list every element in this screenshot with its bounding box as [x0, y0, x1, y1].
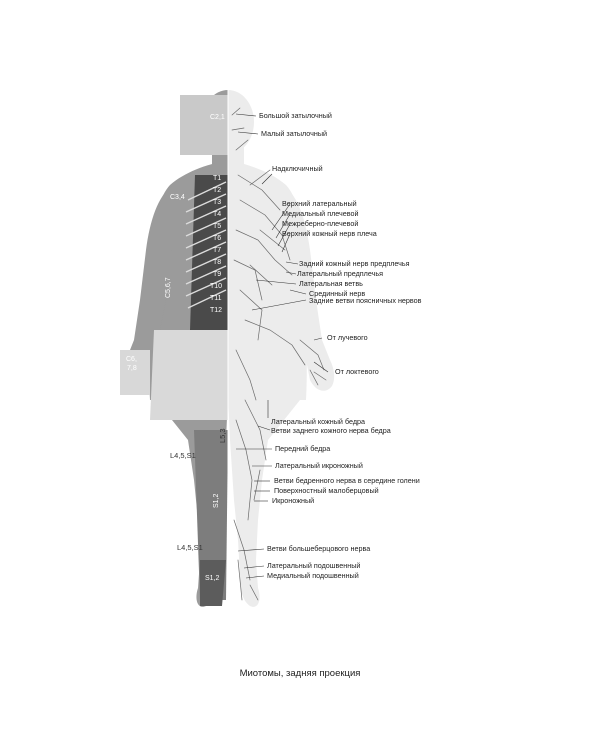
label-lateral-sural: Латеральный икроножный: [275, 461, 363, 470]
label-medial-brachial: Медиальный плечевой: [282, 209, 359, 218]
seg-c34: C3,4: [170, 194, 185, 201]
label-lateral-cutaneous-thigh: Латеральный кожный бедра: [271, 417, 366, 426]
seg-s12: S1,2: [213, 493, 220, 508]
seg-l45s1-upper: L4,5,S1: [170, 451, 196, 460]
label-from-radial: От лучевого: [327, 333, 368, 342]
seg-c678-b: 7,8: [127, 365, 137, 372]
seg-c21: C2,1: [210, 114, 225, 121]
seg-s12-foot: S1,2: [205, 575, 220, 582]
label-lateral-branch: Латеральная ветвь: [299, 279, 363, 288]
seg-t12: T12: [210, 307, 223, 314]
label-femoral-branches-mid-shin: Ветви бедренного нерва в середине голени: [274, 476, 420, 485]
seg-t6: T6: [213, 235, 222, 242]
seg-t2: T2: [213, 187, 222, 194]
label-posterior-cutaneous-thigh-branches: Ветви заднего кожного нерва бедра: [271, 426, 391, 435]
label-intercostobrachial: Межреберно-плечевой: [282, 219, 359, 228]
label-sural: Икроножный: [272, 496, 315, 505]
seg-t5: T5: [213, 223, 222, 230]
seg-t4: T4: [213, 211, 222, 218]
seg-c678-a: C6,: [126, 356, 137, 363]
seg-c567: C5,6,7: [165, 277, 172, 298]
label-supraclavicular: Надключичный: [272, 164, 323, 173]
label-tibial-branches: Ветви большеберцового нерва: [267, 544, 371, 553]
label-lesser-occipital: Малый затылочный: [261, 129, 328, 138]
seg-l53: L5,3: [218, 428, 227, 443]
seg-t7: T7: [213, 247, 222, 254]
label-anterior-thigh: Передний бедра: [275, 444, 331, 453]
label-posterior-lumbar-branches: Задние ветви поясничных нервов: [309, 296, 422, 305]
label-upper-lateral: Верхний латеральный: [282, 199, 357, 208]
label-upper-cutaneous-arm: Верхний кожный нерв плеча: [282, 229, 377, 238]
label-posterior-cutaneous-forearm: Задний кожный нерв предплечья: [299, 259, 410, 268]
seg-l45s1-lower: L4,5,S1: [177, 543, 203, 552]
label-superficial-peroneal: Поверхностный малоберцовый: [274, 486, 379, 495]
figure-caption: Миотомы, задняя проекция: [239, 668, 361, 679]
seg-t8: T8: [213, 259, 222, 266]
label-median-nerve: Срединный нерв: [309, 289, 366, 298]
label-from-ulnar: От локтевого: [335, 367, 379, 376]
label-greater-occipital: Большой затылочный: [259, 111, 332, 120]
label-medial-plantar: Медиальный подошвенный: [267, 571, 359, 580]
seg-t9: T9: [213, 271, 222, 278]
seg-t11: T11: [210, 295, 222, 302]
label-lateral-forearm: Латеральный предплечья: [297, 269, 383, 278]
seg-t10: T10: [210, 283, 223, 290]
label-lateral-plantar: Латеральный подошвенный: [267, 561, 361, 570]
seg-t1: T1: [213, 175, 222, 182]
seg-t3: T3: [213, 199, 222, 206]
